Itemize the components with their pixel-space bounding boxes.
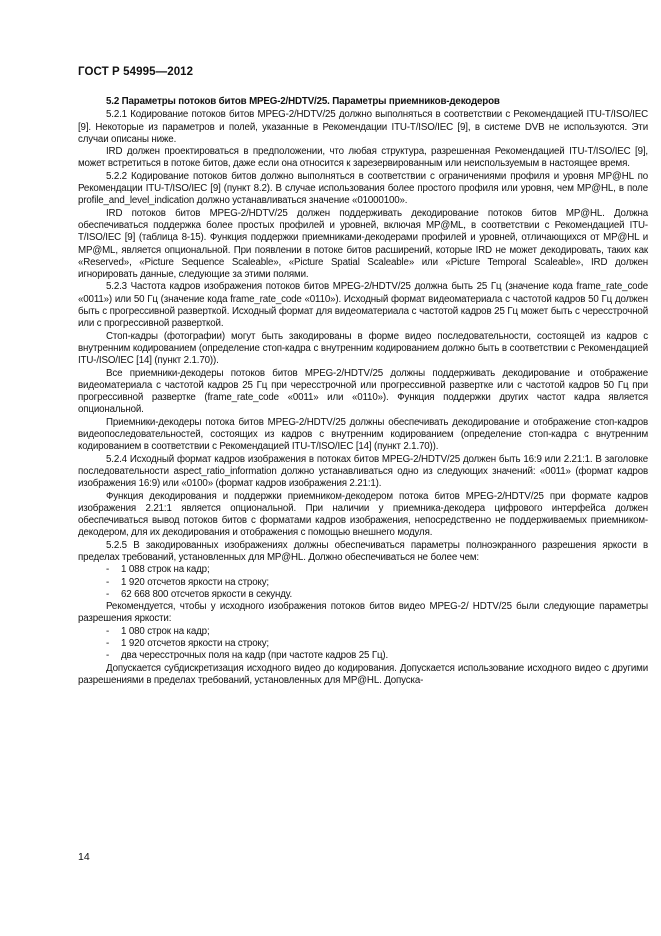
paragraph-5-2-1: 5.2.1 Кодирование потоков битов MPEG-2/HDTV/25 должно выполняться в соответствии с Рекомендацией ITU-T/ISO/IEC [9]. Некоторые из параметров и полей, указанные в Рекомендации ITU-T/ISO/IEC [9], в системе DVB не используются. Эти случаи описаны ниже. [78,109,648,145]
paragraph-decoder-still-frames: Приемники-декодеры потока битов MPEG-2/HDTV/25 должны обеспечивать декодирование и отображение стоп-кадров видеопоследовательностей, состоящих из кадров с внутренним кодированием (определение стоп-кадра с внутренним кодированием в соответствии с Рекомендацией ITU-T/ISO/IEC [14] (пункт 2.1.70)). [78,416,648,453]
dash-marker: - [106,576,110,588]
dash-marker: - [106,564,110,576]
paragraph-subsampling: Допускается субдискретизация исходного видео до кодирования. Допускается использование исходного видео с другими разрешениями в пределах требований, установленных для MP@HL. Допуска- [78,662,648,686]
paragraph-ird-design: IRD должен проектироваться в предположении, что любая структура, разрешенная Рекомендацией ITU-T/ISO/IEC [9], может встретиться в потоке битов, даже если она относится к зарезервированным или неиспользуемым в настоящее время. [78,146,648,170]
list-item-text: 1 920 отсчетов яркости на строку; [121,576,269,588]
paragraph-recommended-resolution: Рекомендуется, чтобы у исходного изображения потоков битов видео MPEG-2/ HDTV/25 были следующие параметры разрешения яркости: [78,601,648,625]
list-item [78,626,648,638]
dash-marker: - [106,638,110,650]
list-item [78,650,648,662]
list-item [78,564,648,576]
page-body [78,96,648,687]
page-header: ГОСТ Р 54995—2012 [78,66,194,78]
dash-marker: - [106,650,110,662]
paragraph-5-2-5: 5.2.5 В закодированных изображениях должны обеспечиваться параметры полноэкранного разрешения яркости в пределах требований, установленных для MP@HL. Должно обеспечиваться не более чем: [78,539,648,563]
section-title: 5.2 Параметры потоков битов MPEG-2/HDTV/25. Параметры приемников-декодеров [106,96,500,107]
paragraph-5-2-2: 5.2.2 Кодирование потоков битов должно выполняться в соответствии с ограничениями профиля и уровня MP@HL по Рекомендации ITU-T/ISO/IEC [9] (пункт 8.2). В случае использования более простого профиля или уровня, чем MP@HL, в поле profile_and_level_indication должно устанавливаться значение «01000100». [78,170,648,207]
paragraph-decoder-frame-rates: Все приемники-декодеры потоков битов MPEG-2/HDTV/25 должны поддерживать декодирование и отображение видеоматериала с частотой кадров 25 Гц при чересстрочной или прогрессивной развертке или с частотой кадров 50 Гц при прогрессивной развертке (frame_rate_code «0011» или «0110»). Функция поддержки других частот кадра является опциональной. [78,367,648,416]
list-item [78,577,648,589]
list-item-text: 1 088 строк на кадр; [121,564,210,576]
paragraph-still-frames: Стоп-кадры (фотографии) могут быть закодированы в форме видео последовательности, состоящей из кадров с внутренним кодированием (определение стоп-кадра с внутренним кодированием должно быть в соответствии с Рекомендацией ITU-/ISO/IEC [14] (пункт 2.1.70)). [78,330,648,367]
paragraph-aspect-ratio-support: Функция декодирования и поддержки приемником-декодером потока битов MPEG-2/HDTV/25 при формате кадров изображения 2.21:1 является опциональной. При наличии у приемника-декодера цифрового интерфейса должен обеспечиваться вывод потоков битов с форматами кадров изображения, непосредственно не поддерживаемых приемником-декодером, для их декодирования и отображения с помощью внешнего модуля. [78,490,648,539]
list-item-text: 62 668 800 отсчетов яркости в секунду. [121,588,293,600]
list-item-text: 1 920 отсчетов яркости на строку; [121,638,269,650]
paragraph-5-2-3: 5.2.3 Частота кадров изображения потоков битов MPEG-2/HDTV/25 должна быть 25 Гц (значение кода frame_rate_code «0011») или 50 Гц (значение кода frame_rate_code «0110»). Исходный формат видеоматериала с частотой кадров 50 Гц должен быть с прогрессивной разверткой. Исходный формат для видеоматериала с частотой кадров 25 Гц может быть с чересстрочной или с прогрессивной разверткой. [78,281,648,330]
list-item-text: 1 080 строк на кадр; [121,625,210,637]
paragraph-ird-profiles: IRD потоков битов MPEG-2/HDTV/25 должен поддерживать декодирование потоков битов MP@HL. Должна обеспечиваться поддержка более простых профилей и уровней, включая MP@ML, в соответствии с Рекомендацией ITU-T/ISO/IEC [9] (таблица 8-15). Функция поддержки приемниками-декодерами профилей и уровней, отличающихся от MP@HL и MP@ML, является опциональной. При появлении в потоке битов расширений, которые IRD не может декодировать, таких как «Reserved», «Picture Sequence Scaleable», «Picture Spatial Scaleable» или «Picture Temporal Scaleable», IRD должен игнорировать данные, следующие за этими полями. [78,207,648,281]
list-item [78,589,648,601]
dash-marker: - [106,588,110,600]
list-item [78,638,648,650]
page-number: 14 [78,851,90,863]
list-item-text: два чересстрочных поля на кадр (при частоте кадров 25 Гц). [121,650,389,662]
dash-marker: - [106,625,110,637]
paragraph-5-2-4: 5.2.4 Исходный формат кадров изображения в потоках битов MPEG-2/HDTV/25 должен быть 16:9 или 2.21:1. В заголовке последовательности aspect_ratio_information должно устанавливаться одно из следующих значений: «0011» (формат кадров изображения 16:9) или «0100» (формат кадров изображения 2.21:1). [78,453,648,490]
